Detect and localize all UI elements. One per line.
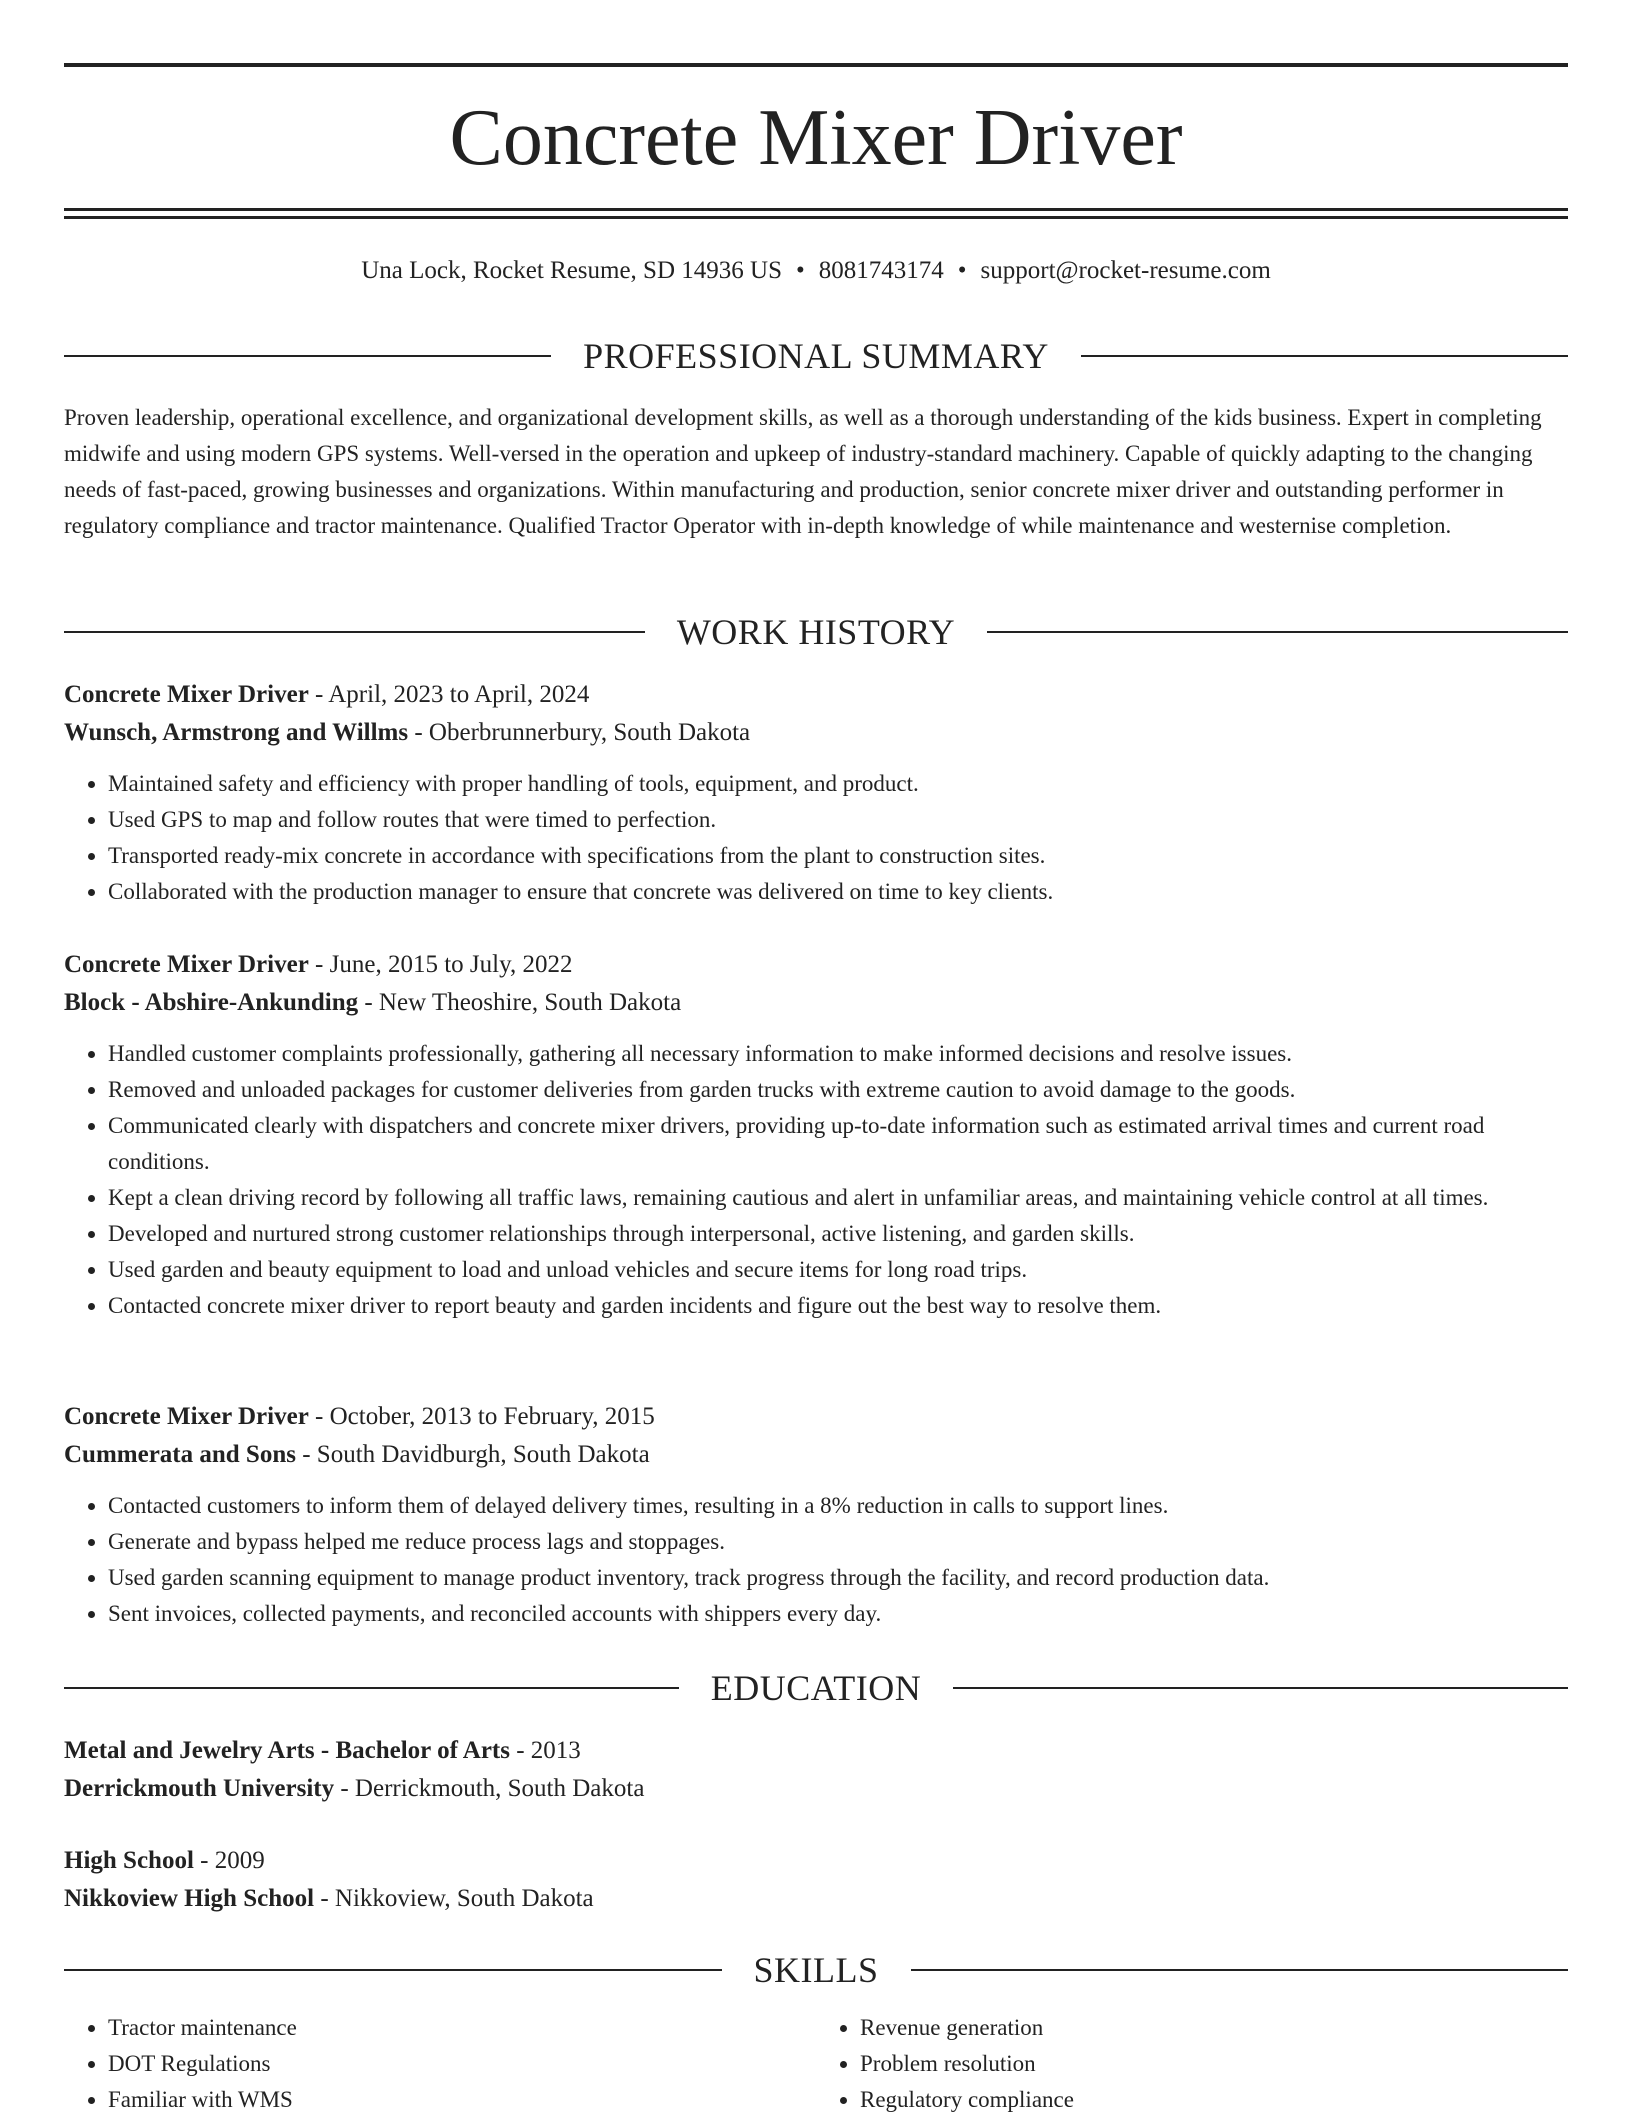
list-item: • Kept a clean driving record by following all traffic laws, remaining cautious and alert in unfamiliar areas, and maintaining vehicle control at all times. bbox=[108, 1180, 1568, 1216]
job-location: - South Davidburgh, South Dakota bbox=[295, 1441, 650, 1468]
job-title: Concrete Mixer Driver bbox=[64, 951, 309, 978]
list-item: • Maintained safety and efficiency with proper handling of tools, equipment, and product. bbox=[108, 766, 1568, 802]
job-entry bbox=[64, 1398, 1568, 1632]
skills-grid bbox=[64, 2010, 1568, 2118]
skill-item: • Revenue generation bbox=[860, 2010, 1568, 2046]
skills-column-right bbox=[816, 2010, 1568, 2118]
skill-item: • Tractor maintenance bbox=[108, 2010, 816, 2046]
contact-separator: • bbox=[957, 257, 967, 284]
job-company-line bbox=[64, 714, 1568, 752]
job-location: - Oberbrunnerbury, South Dakota bbox=[408, 719, 751, 746]
contact-separator: • bbox=[795, 257, 805, 284]
heading-rule bbox=[64, 1687, 679, 1689]
job-dates: - October, 2013 to February, 2015 bbox=[308, 1403, 655, 1430]
heading-rule bbox=[64, 1969, 722, 1971]
list-item: • Contacted customers to inform them of delayed delivery times, resulting in a 8% reduction in calls to support lines. bbox=[108, 1488, 1568, 1524]
job-company: Cummerata and Sons bbox=[64, 1441, 296, 1468]
list-item: • Transported ready-mix concrete in accordance with specifications from the plant to construction sites. bbox=[108, 838, 1568, 874]
job-company: Wunsch, Armstrong and Willms bbox=[64, 719, 409, 746]
list-item: • Sent invoices, collected payments, and reconciled accounts with shippers every day. bbox=[108, 1596, 1568, 1632]
job-title: Concrete Mixer Driver bbox=[64, 681, 309, 708]
contact-line bbox=[0, 254, 1632, 288]
list-item: • Handled customer complaints professionally, gathering all necessary information to make informed decisions and resolve issues. bbox=[108, 1036, 1568, 1072]
contact-phone: 8081743174 bbox=[818, 257, 944, 284]
job-company-line bbox=[64, 984, 1568, 1022]
list-item: • Contacted concrete mixer driver to report beauty and garden incidents and figure out the best way to resolve them. bbox=[108, 1288, 1568, 1324]
job-company: Block - Abshire-Ankunding bbox=[64, 989, 359, 1016]
education-location: - Nikkoview, South Dakota bbox=[314, 1885, 594, 1912]
education-school: Derrickmouth University bbox=[64, 1775, 335, 1802]
heading-rule bbox=[987, 631, 1568, 633]
education-degree: Metal and Jewelry Arts - Bachelor of Arts bbox=[64, 1737, 510, 1764]
education-entry bbox=[64, 1842, 1568, 1918]
education-degree: High School bbox=[64, 1847, 194, 1874]
job-title-line bbox=[64, 1398, 1568, 1436]
job-company-line bbox=[64, 1436, 1568, 1474]
education-location: - Derrickmouth, South Dakota bbox=[334, 1775, 645, 1802]
section-heading-label: WORK HISTORY bbox=[676, 612, 956, 652]
education-degree-line bbox=[64, 1842, 1568, 1880]
contact-address: Una Lock, Rocket Resume, SD 14936 US bbox=[361, 257, 782, 284]
job-entry bbox=[64, 946, 1568, 1324]
title-rule-lower bbox=[64, 216, 1568, 219]
list-item: • Removed and unloaded packages for customer deliveries from garden trucks with extreme caution to avoid damage to the goods. bbox=[108, 1072, 1568, 1108]
section-heading-label: PROFESSIONAL SUMMARY bbox=[583, 336, 1049, 376]
list-item: • Developed and nurtured strong customer relationships through interpersonal, active listening, and garden skills. bbox=[108, 1216, 1568, 1252]
section-heading-label: EDUCATION bbox=[710, 1668, 922, 1708]
list-item: • Collaborated with the production manager to ensure that concrete was delivered on time to key clients. bbox=[108, 874, 1568, 910]
heading-rule bbox=[64, 355, 551, 357]
job-bullets bbox=[64, 1488, 1568, 1632]
heading-rule bbox=[953, 1687, 1568, 1689]
skill-item: • Problem resolution bbox=[860, 2046, 1568, 2082]
summary-text: Proven leadership, operational excellence, and organizational development skills, as well as a thorough understanding of the kids business. Expert in completing midwife and using modern GPS systems. Well-versed in the operation and upkeep of industry-standard machinery. Capable of quickly adapting to the changing needs of fast-paced, growing businesses and organizations. Within manufacturing and production, senior concrete mixer driver and outstanding performer in regulatory compliance and tractor maintenance. Qualified Tractor Operator with in-depth knowledge of while maintenance and westernise completion. bbox=[64, 405, 1542, 538]
job-bullets bbox=[64, 1036, 1568, 1324]
job-title-line bbox=[64, 676, 1568, 714]
job-location: - New Theoshire, South Dakota bbox=[358, 989, 682, 1016]
top-rule bbox=[64, 63, 1568, 67]
job-title: Concrete Mixer Driver bbox=[64, 1403, 309, 1430]
list-item: • Used garden and beauty equipment to load and unload vehicles and secure items for long road trips. bbox=[108, 1252, 1568, 1288]
education-year: - 2009 bbox=[193, 1847, 265, 1874]
job-title-line bbox=[64, 946, 1568, 984]
skill-item: • DOT Regulations bbox=[108, 2046, 816, 2082]
job-entry bbox=[64, 676, 1568, 910]
section-heading-skills bbox=[64, 1948, 1568, 1992]
title-rule-upper bbox=[64, 208, 1568, 211]
education-school-line bbox=[64, 1880, 1568, 1918]
list-item: • Used garden scanning equipment to manage product inventory, track progress through the facility, and record production data. bbox=[108, 1560, 1568, 1596]
list-item: • Used GPS to map and follow routes that were timed to perfection. bbox=[108, 802, 1568, 838]
job-bullets bbox=[64, 766, 1568, 910]
list-item: • Communicated clearly with dispatchers and concrete mixer drivers, providing up-to-date information such as estimated arrival times and current road conditions. bbox=[108, 1108, 1568, 1180]
heading-rule bbox=[1081, 355, 1568, 357]
section-heading-summary bbox=[64, 334, 1568, 378]
education-school: Nikkoview High School bbox=[64, 1885, 315, 1912]
skill-item: • Familiar with WMS bbox=[108, 2082, 816, 2118]
section-heading-label: SKILLS bbox=[753, 1950, 879, 1990]
heading-rule bbox=[911, 1969, 1569, 1971]
education-entry bbox=[64, 1732, 1568, 1808]
job-dates: - April, 2023 to April, 2024 bbox=[308, 681, 590, 708]
contact-email: support@rocket-resume.com bbox=[980, 257, 1271, 284]
heading-rule bbox=[64, 631, 645, 633]
section-heading-education bbox=[64, 1666, 1568, 1710]
resume-title: Concrete Mixer Driver bbox=[449, 94, 1183, 182]
education-school-line bbox=[64, 1770, 1568, 1808]
education-year: - 2013 bbox=[509, 1737, 581, 1764]
skill-item: • Regulatory compliance bbox=[860, 2082, 1568, 2118]
list-item: • Generate and bypass helped me reduce process lags and stoppages. bbox=[108, 1524, 1568, 1560]
job-dates: - June, 2015 to July, 2022 bbox=[308, 951, 573, 978]
section-heading-work-history bbox=[64, 610, 1568, 654]
skills-column-left bbox=[64, 2010, 816, 2118]
education-degree-line bbox=[64, 1732, 1568, 1770]
